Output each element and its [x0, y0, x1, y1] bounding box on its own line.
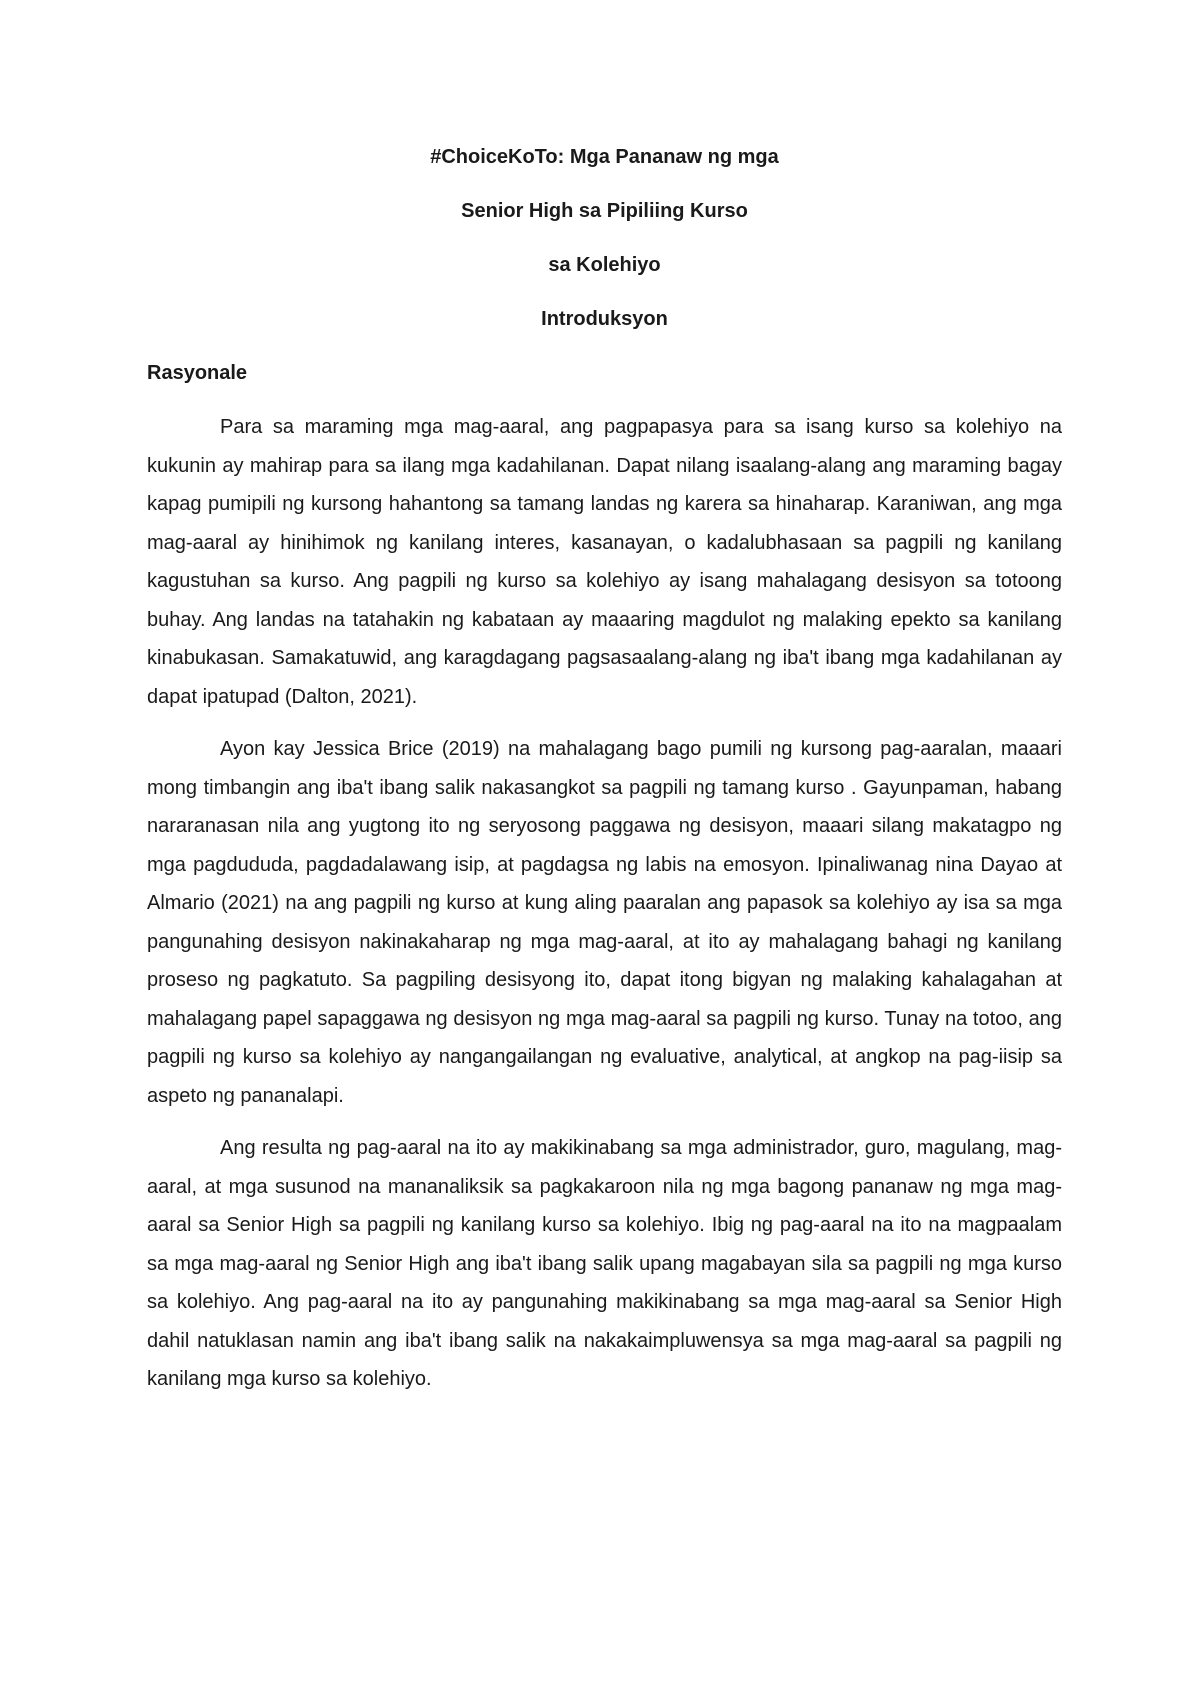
paragraph-2: Ayon kay Jessica Brice (2019) na mahalagang bago pumili ng kursong pag-aaralan, maaari mong timbangin ang iba't ibang salik nakasangkot sa pagpili ng tamang kurso . Gayunpaman, habang nararanasan nila ang yugtong ito ng seryosong paggawa ng desisyon, maaari silang makatagpo ng mga pagdududa, pagdadalawang isip, at pagdagsa ng labis na emosyon. Ipinaliwanag nina Dayao at Almario (2021) na ang pagpili ng kurso at kung aling paaralan ang papasok sa kolehiyo ay isa sa mga pangunahing desisyon nakinakaharap ng mga mag-aaral, at ito ay mahalagang bahagi ng kanilang proseso ng pagkatuto. Sa pagpiling desisyong ito, dapat itong bigyan ng malaking kahalagahan at mahalagang papel sapaggawa ng desisyon ng mga mag-aaral sa pagpili ng kurso. Tunay na totoo, ang pagpili ng kurso sa kolehiyo ay nangangailangan ng evaluative, analytical, at angkop na pag-iisip sa aspeto ng pananalapi. [147, 738, 1062, 1107]
introduction-heading: Introduksyon [541, 308, 668, 330]
paragraph-3: Ang resulta ng pag-aaral na ito ay makikinabang sa mga administrador, guro, magulang, mag-aaral, at mga susunod na mananaliksik sa pagkakaroon nila ng mga bagong pananaw ng mga mag-aaral sa Senior High sa pagpili ng kanilang kurso sa kolehiyo. Ibig ng pag-aaral na ito na magpaalam sa mga mag-aaral ng Senior High ang iba't ibang salik upang magabayan sila sa pagpili ng mga kurso sa kolehiyo. Ang pag-aaral na ito ay pangunahing makikinabang sa mga mag-aaral sa Senior High dahil natuklasan namin ang iba't ibang salik na nakakaimpluwensya sa mga mag-aaral sa pagpili ng kanilang mga kurso sa kolehiyo. [147, 1137, 1062, 1390]
title-line-3: sa Kolehiyo [548, 254, 661, 276]
title-line-2: Senior High sa Pipiliing Kurso [461, 200, 748, 222]
paragraph-1: Para sa maraming mga mag-aaral, ang pagpapasya para sa isang kurso sa kolehiyo na kukunin ay mahirap para sa ilang mga kadahilanan. Dapat nilang isaalang-alang ang maraming bagay kapag pumipili ng kursong hahantong sa tamang landas ng karera sa hinaharap. Karaniwan, ang mga mag-aaral ay hinihimok ng kanilang interes, kasanayan, o kadalubhasaan sa pagpili ng kanilang kagustuhan sa kurso. Ang pagpili ng kurso sa kolehiyo ay isang mahalagang desisyon sa totoong buhay. Ang landas na tatahakin ng kabataan ay maaaring magdulot ng malaking epekto sa kanilang kinabukasan. Samakatuwid, ang karagdagang pagsasaalang-alang ng iba't ibang mga kadahilanan ay dapat ipatupad (Dalton, 2021). [147, 416, 1062, 708]
document-body [147, 145, 1062, 1413]
title-line-1: #ChoiceKoTo: Mga Pananaw ng mga [430, 146, 779, 168]
rationale-heading: Rasyonale [147, 362, 248, 384]
